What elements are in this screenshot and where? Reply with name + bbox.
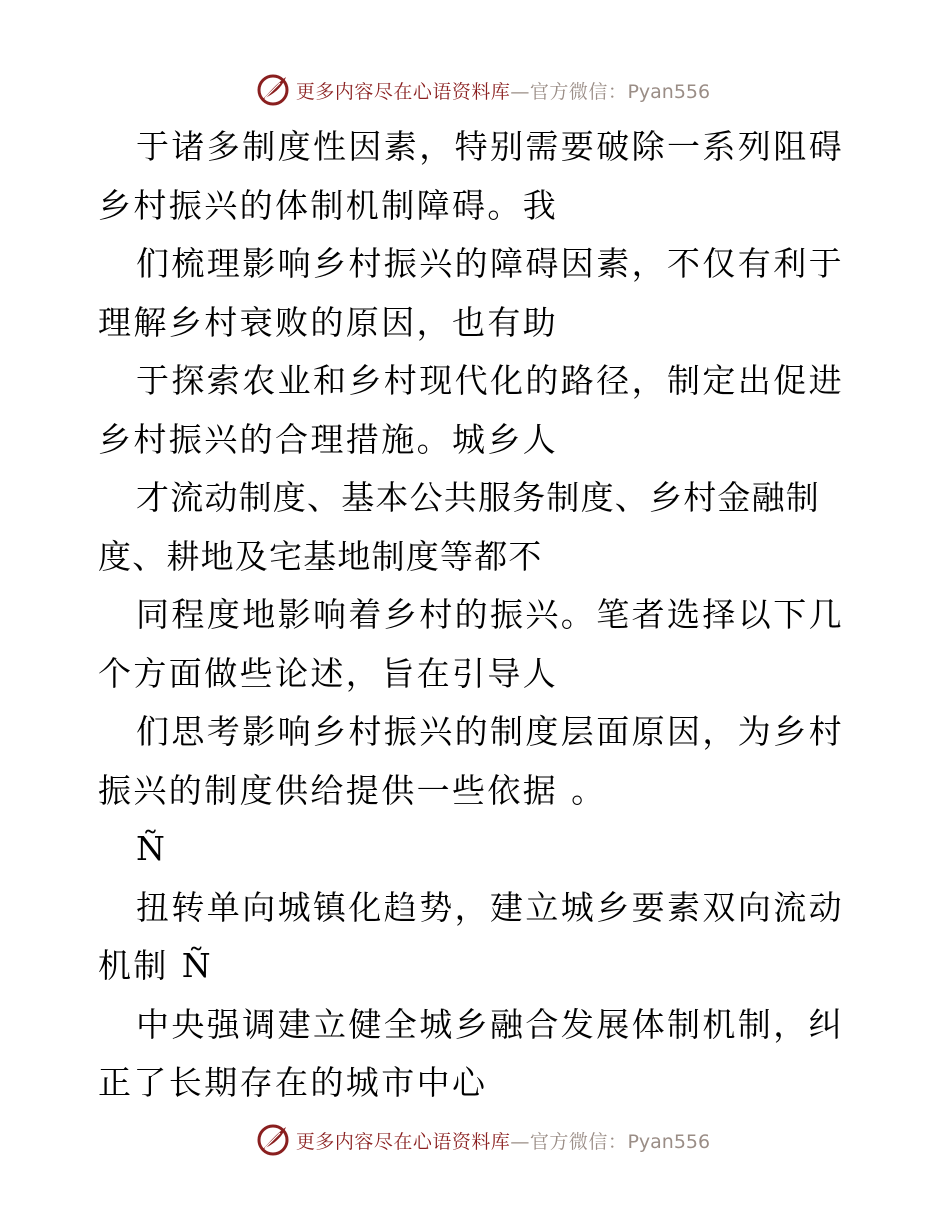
watermark-group (256, 1123, 710, 1157)
watermark-id: Pyan556 (627, 80, 711, 103)
watermark-brand: 更多内容尽在心语资料库 (295, 1130, 511, 1153)
paragraph-2: 们梳理影响乡村振兴的障碍因素，不仅有利于理解乡村衰败的原因，也有助 (98, 244, 844, 342)
paragraph-6: 们思考影响乡村振兴的制度层面原因，为乡村振兴的制度供给提供一些依据 。 (98, 712, 844, 810)
paragraph-8-heading: 扭转单向城镇化趋势，建立城乡要素双向流动机制 Ñ (98, 887, 844, 985)
watermark-text (296, 1127, 710, 1154)
watermark-brand: 更多内容尽在心语资料库 (295, 80, 511, 103)
watermark-label: 官方微信： (529, 1130, 628, 1153)
paragraph-4: 才流动制度、基本公共服务制度、乡村金融制度、耕地及宅基地制度等都不 (98, 478, 820, 576)
paragraph-7-symbol: Ñ (136, 829, 168, 868)
watermark-separator: — (510, 1130, 530, 1153)
header-watermark (0, 70, 950, 110)
paragraph-9: 中央强调建立健全城乡融合发展体制机制，纠正了长期存在的城市中心 (98, 1004, 844, 1102)
watermark-group (256, 73, 710, 107)
watermark-label: 官方微信： (529, 80, 628, 103)
document-body (98, 118, 858, 1113)
paragraph-1: 于诸多制度性因素，特别需要破除一系列阻碍乡村振兴的体制机制障碍。我 (98, 127, 844, 225)
feather-logo-icon (256, 73, 290, 107)
paragraph-5: 同程度地影响着乡村的振兴。笔者选择以下几个方面做些论述，旨在引导人 (98, 595, 844, 693)
feather-logo-icon (256, 1123, 290, 1157)
footer-watermark (0, 1120, 950, 1160)
watermark-separator: — (510, 80, 530, 103)
watermark-id: Pyan556 (627, 1130, 711, 1153)
watermark-text (296, 77, 710, 104)
paragraph-3: 于探索农业和乡村现代化的路径，制定出促进乡村振兴的合理措施。城乡人 (98, 361, 844, 459)
